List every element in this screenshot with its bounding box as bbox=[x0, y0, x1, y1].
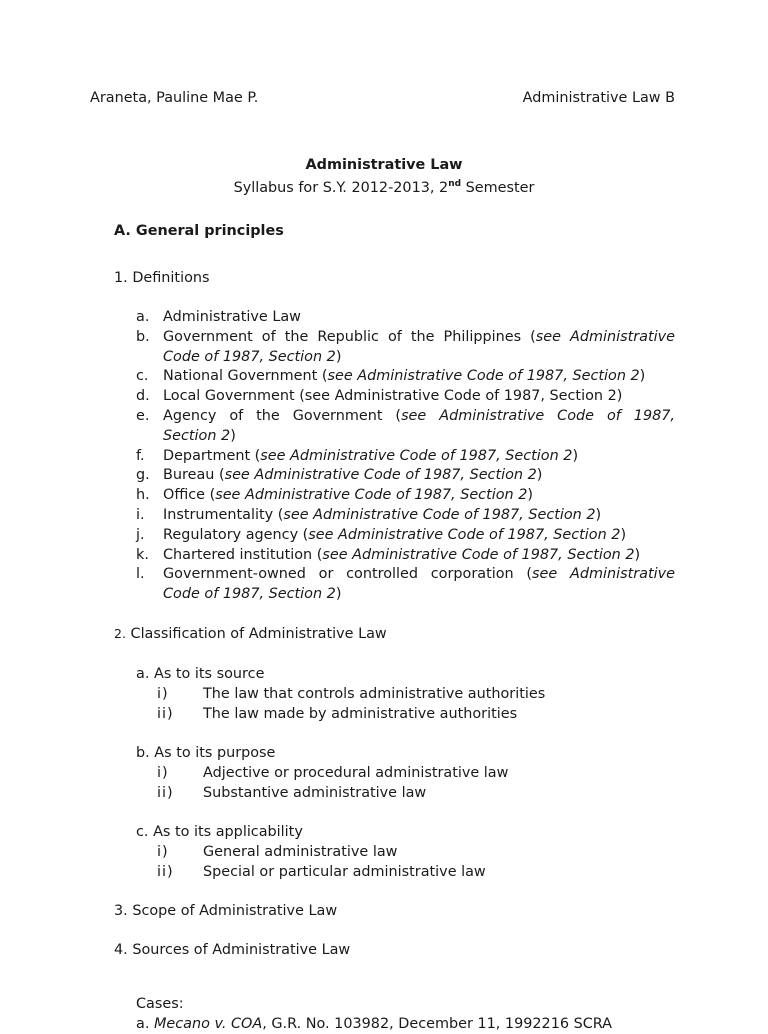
sources-heading: 4. Sources of Administrative Law bbox=[114, 942, 351, 958]
classification-item: Special or particular administrative law bbox=[203, 864, 486, 880]
definition-item: Agency of the Government (see Administrative Code of 1987, bbox=[163, 408, 675, 424]
classification-group-heading: b. As to its purpose bbox=[136, 745, 276, 761]
classification-roman: ii) bbox=[157, 864, 174, 880]
definition-item: Administrative Law bbox=[163, 309, 301, 325]
classification-item: Substantive administrative law bbox=[203, 785, 427, 801]
classification-roman: i) bbox=[157, 765, 169, 781]
definition-letter: e. bbox=[136, 408, 150, 424]
definition-letter: b. bbox=[136, 328, 150, 345]
definition-item-continuation: Section 2) bbox=[163, 427, 236, 444]
definitions-heading: 1. Definitions bbox=[114, 270, 210, 286]
cases-heading: Cases: bbox=[136, 996, 184, 1012]
classification-group-heading: c. As to its applicability bbox=[136, 824, 303, 840]
scope-heading: 3. Scope of Administrative Law bbox=[114, 903, 338, 919]
definition-letter: i. bbox=[136, 507, 145, 523]
definition-item: Chartered institution (see Administrative Code of 1987, Section 2) bbox=[163, 546, 641, 563]
definition-letter: h. bbox=[136, 487, 150, 504]
document-title: Administrative Law bbox=[305, 157, 463, 173]
classification-roman: i) bbox=[157, 686, 169, 702]
definition-letter: j. bbox=[136, 526, 145, 543]
classification-group-heading: a. As to its source bbox=[136, 666, 265, 682]
classification-item: The law made by administrative authorities bbox=[203, 706, 518, 722]
classification-roman: ii) bbox=[157, 706, 174, 722]
definition-letter: c. bbox=[136, 368, 149, 385]
definition-item: Instrumentality (see Administrative Code of 1987, Section 2) bbox=[163, 507, 602, 523]
definition-item: Local Government (see Administrative Code of 1987, Section 2) bbox=[163, 388, 623, 405]
definition-item: Government-owned or controlled corporation (see Administrative bbox=[163, 566, 675, 583]
definition-letter: g. bbox=[136, 467, 150, 484]
definition-item-continuation: Code of 1987, Section 2) bbox=[163, 586, 342, 603]
classification-roman: i) bbox=[157, 844, 169, 860]
author-name: Araneta, Pauline Mae P. bbox=[90, 90, 259, 106]
definition-letter: d. bbox=[136, 388, 150, 405]
definition-item: Bureau (see Administrative Code of 1987, Section 2) bbox=[163, 467, 543, 484]
document-subtitle: Syllabus for S.Y. 2012-2013, 2nd Semester bbox=[233, 179, 535, 196]
definition-letter: k. bbox=[136, 546, 149, 563]
definition-letter: f. bbox=[136, 447, 145, 464]
section-heading: A. General principles bbox=[114, 223, 284, 239]
classification-heading: 2. Classification of Administrative Law bbox=[114, 626, 387, 642]
definition-item: National Government (see Administrative Code of 1987, Section 2) bbox=[163, 368, 646, 385]
classification-item: Adjective or procedural administrative law bbox=[203, 765, 509, 781]
definition-letter: l. bbox=[136, 566, 145, 583]
classification-item: General administrative law bbox=[203, 844, 398, 860]
classification-roman: ii) bbox=[157, 785, 174, 801]
definition-letter: a. bbox=[136, 309, 150, 325]
case-item: a. Mecano v. COA, G.R. No. 103982, December 11, 1992216 SCRA bbox=[136, 1016, 613, 1032]
classification-item: The law that controls administrative authorities bbox=[203, 686, 546, 702]
definition-item: Government of the Republic of the Philippines (see Administrative bbox=[163, 328, 675, 345]
definition-item: Regulatory agency (see Administrative Code of 1987, Section 2) bbox=[163, 526, 627, 543]
definition-item: Office (see Administrative Code of 1987, Section 2) bbox=[163, 487, 534, 504]
definition-item: Department (see Administrative Code of 1987, Section 2) bbox=[163, 447, 579, 464]
definition-item-continuation: Code of 1987, Section 2) bbox=[163, 348, 342, 365]
course-name: Administrative Law B bbox=[522, 90, 675, 106]
